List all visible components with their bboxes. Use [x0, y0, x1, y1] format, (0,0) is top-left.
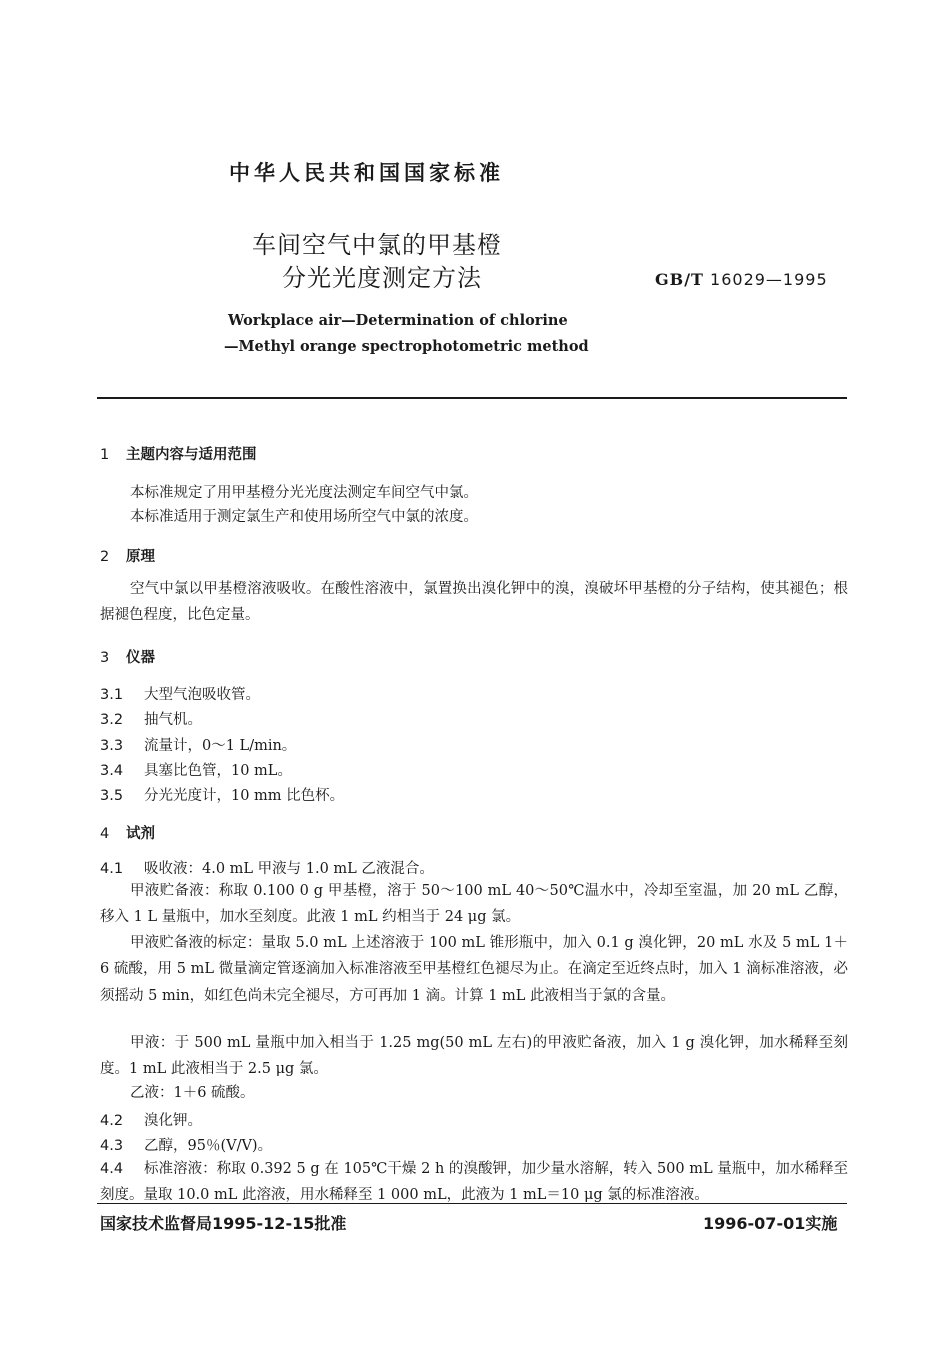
section-1-number: 1 [100, 447, 110, 463]
effective-date-note: 1996-07-01实施 [703, 1214, 838, 1233]
solution-b-paragraph: 乙液：1＋6 硫酸。 [130, 1085, 255, 1101]
list-item-text: 标准溶液：称取 0.392 5 g 在 105℃干燥 2 h 的溴酸钾，加少量水溶解，转入 500 mL 量瓶中，加水稀释至刻度。量取 10.0 mL 此溶液，用水稀释至 1 000 mL，此液为 1 mL＝10 μg 氯的标准溶液。 [100, 1161, 848, 1204]
section-1-title: 主题内容与适用范围 [126, 447, 257, 463]
section-3-title: 仪器 [126, 650, 155, 666]
section-3-number: 3 [100, 650, 110, 666]
list-item-3-3 [100, 734, 296, 755]
header-divider [97, 397, 847, 399]
section-2-number: 2 [100, 549, 110, 565]
list-item-4-3 [100, 1134, 272, 1155]
list-item-number: 4.2 [100, 1113, 124, 1129]
list-item-text: 吸收液：4.0 mL 甲液与 1.0 mL 乙液混合。 [144, 861, 434, 877]
list-item-3-4 [100, 759, 292, 780]
list-item-text: 流量计，0～1 L/min。 [144, 738, 297, 754]
section-2-paragraph: 空气中氯以甲基橙溶液吸收。在酸性溶液中，氯置换出溴化钾中的溴，溴破坏甲基橙的分子结构，使其褪色；根据褪色程度，比色定量。 [100, 581, 848, 624]
standard-code-number: 16029—1995 [703, 270, 828, 289]
stock-calibration-paragraph: 甲液贮备液的标定：量取 5.0 mL 上述溶液于 100 mL 锥形瓶中，加入 0.1 g 溴化钾，20 mL 水及 5 mL 1＋6 硫酸，用 5 mL 微量滴定管逐滴加入标准溶液至甲基橙红色褪尽为止。在滴定至近终点时，加入 1 滴标准溶液，必须摇动 5 min，如红色尚未完全褪尽，方可再加 1 滴。计算 1 mL 此液相当于氯的含量。 [100, 935, 848, 1004]
list-item-4-4 [100, 1156, 848, 1209]
list-item-number: 4.1 [100, 861, 124, 877]
list-item-number: 4.4 [100, 1161, 124, 1177]
section-1-paragraph-2: 本标准适用于测定氯生产和使用场所空气中氯的浓度。 [130, 509, 478, 525]
english-title-line-2: —Methyl orange spectrophotometric method [224, 338, 589, 355]
section-2-heading [100, 545, 155, 566]
list-item-number: 4.3 [100, 1138, 124, 1154]
list-item-text: 乙醇，95％(V/V)。 [144, 1138, 273, 1154]
section-1-paragraph-1: 本标准规定了用甲基橙分光光度法测定车间空气中氯。 [130, 485, 478, 501]
list-item-number: 3.1 [100, 687, 124, 703]
list-item-number: 3.2 [100, 712, 124, 728]
list-item-number: 3.3 [100, 738, 124, 754]
section-4-title: 试剂 [126, 826, 155, 842]
list-item-3-5 [100, 784, 344, 805]
section-4-number: 4 [100, 826, 110, 842]
list-item-3-1 [100, 683, 260, 704]
footer-divider [97, 1203, 847, 1204]
list-item-number: 3.5 [100, 788, 124, 804]
section-4-heading [100, 822, 155, 843]
standard-code-prefix: GB/T [655, 270, 704, 289]
list-item-text: 分光光度计，10 mm 比色杯。 [144, 788, 345, 804]
english-title-line-1: Workplace air—Determination of chlorine [228, 312, 568, 329]
list-item-text: 溴化钾。 [144, 1113, 202, 1129]
list-item-4-2 [100, 1109, 202, 1130]
list-item-4-1 [100, 857, 434, 878]
list-item-text: 具塞比色管，10 mL。 [144, 763, 292, 779]
solution-a-paragraph: 甲液：于 500 mL 量瓶中加入相当于 1.25 mg(50 mL 左右)的甲液贮备液，加入 1 g 溴化钾，加水稀释至刻度。1 mL 此液相当于 2.5 μg 氯。 [100, 1035, 848, 1078]
list-item-3-2 [100, 708, 202, 729]
reagent-stock-solution-paragraph: 甲液贮备液：称取 0.100 0 g 甲基橙，溶于 50～100 mL 40～50℃温水中，冷却至室温，加 20 mL 乙醇，移入 1 L 量瓶中，加水至刻度。此液 1 mL 约相当于 24 μg 氯。 [100, 883, 848, 926]
standard-code [655, 270, 828, 289]
section-1-heading [100, 443, 257, 464]
list-item-text: 大型气泡吸收管。 [144, 687, 260, 703]
section-2-title: 原理 [126, 549, 155, 565]
approval-note: 国家技术监督局1995-12-15批准 [100, 1214, 347, 1233]
list-item-number: 3.4 [100, 763, 124, 779]
title-line-1: 车间空气中氯的甲基橙 [252, 231, 502, 259]
section-3-heading [100, 646, 155, 667]
list-item-text: 抽气机。 [144, 712, 202, 728]
national-standard-heading: 中华人民共和国国家标准 [229, 161, 504, 185]
title-line-2: 分光光度测定方法 [282, 264, 482, 292]
